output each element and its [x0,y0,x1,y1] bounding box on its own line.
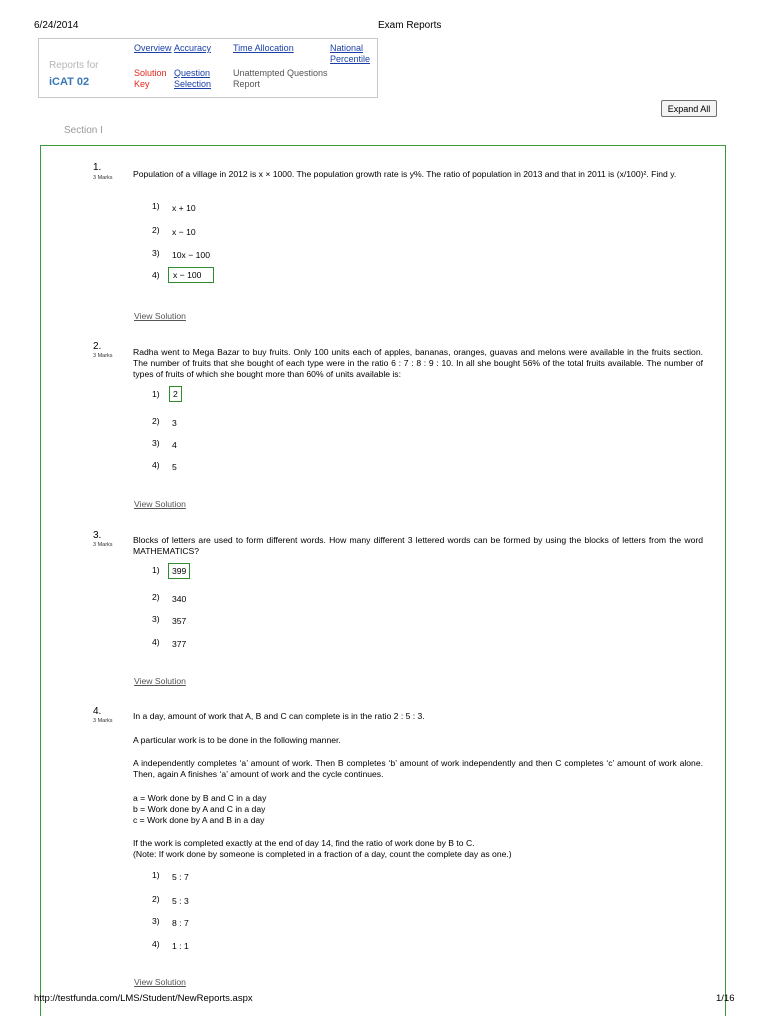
q3-option-3-text: 357 [172,616,187,626]
q1-option-3-num: 3) [152,248,160,258]
q2-view-solution-link[interactable]: View Solution [134,499,186,509]
question-4-def-b: b = Work done by A and C in a day [133,804,266,814]
q1-option-3-text: 10x − 100 [172,250,210,260]
question-4-text-line-4: If the work is completed exactly at the end of day 14, find the ratio of work done by B to C. [133,838,475,848]
report-navigation-box [38,38,378,98]
q3-view-solution-link[interactable]: View Solution [134,676,186,686]
question-3-marks: 3 Marks [93,542,113,548]
q1-view-solution-link[interactable]: View Solution [134,311,186,321]
overview-link[interactable]: Overview [134,43,172,53]
q3-option-1-num: 1) [152,565,160,575]
q1-option-4[interactable] [168,270,214,280]
q4-option-4-text: 1 : 1 [172,941,189,951]
q2-option-4-text: 5 [172,462,177,472]
solution-key-line2: Key [134,79,150,89]
unattempted-line2: Report [233,79,261,89]
question-3-text: Blocks of letters are used to form different words. How many different 3 lettered words can be formed by using the blocks of letters from the word MATHEMATICS? [133,535,703,556]
q1-option-4-num: 4) [152,270,160,280]
q3-option-2[interactable] [172,594,186,604]
time-allocation-link[interactable]: Time Allocation [233,43,294,53]
q1-option-4-selected: x − 100 [168,267,214,283]
q4-option-4-num: 4) [152,939,160,949]
question-selection-link[interactable] [174,68,211,90]
unattempted-questions-report[interactable] [233,68,328,90]
q4-option-1-num: 1) [152,870,160,880]
national-percentile-line2: Percentile [330,54,371,64]
section-label: Section I [64,125,103,136]
q4-option-2[interactable] [172,896,189,906]
q3-option-3[interactable] [172,616,186,626]
question-selection-line2: Selection [174,79,212,89]
question-4-text-line-1: In a day, amount of work that A, B and C can complete is in the ratio 2 : 5 : 3. [133,711,425,721]
q4-option-2-text: 5 : 3 [172,896,189,906]
question-1-marks: 3 Marks [93,175,113,181]
reports-for-label: Reports for [49,60,99,71]
questions-panel [40,145,726,1016]
national-percentile-line1: National [330,43,364,53]
print-page-number: 1/16 [716,993,735,1004]
print-url: http://testfunda.com/LMS/Student/NewReports.aspx [34,993,253,1004]
q1-option-1[interactable] [172,203,196,213]
q2-option-2-num: 2) [152,416,160,426]
q4-option-3-num: 3) [152,916,160,926]
question-2-marks: 3 Marks [93,353,113,359]
q2-option-1-selected: 2 [169,386,182,402]
q2-option-2-text: 3 [172,418,177,428]
q2-option-3[interactable] [172,440,177,450]
q3-option-1-selected: 399 [168,563,190,579]
question-1-number: 1. [93,162,102,173]
q3-option-2-num: 2) [152,592,160,602]
unattempted-line1: Unattempted Questions [233,68,328,78]
q3-option-2-text: 340 [172,594,187,604]
q3-option-3-num: 3) [152,614,160,624]
q2-option-4[interactable] [172,462,177,472]
question-1-text: Population of a village in 2012 is x × 1000. The population growth rate is y%. The ratio of population in 2013 and that in 2011 is (x/100)². Find y. [133,169,677,179]
q3-option-4[interactable] [172,639,186,649]
solution-key-line1: Solution [134,68,167,78]
q2-option-3-text: 4 [172,440,177,450]
question-4-def-a: a = Work done by B and C in a day [133,793,267,803]
question-4-marks: 3 Marks [93,718,113,724]
q4-option-4[interactable] [172,941,189,951]
question-3-number: 3. [93,530,102,541]
q4-option-1[interactable] [172,872,189,882]
q1-option-2-text: x − 10 [172,227,196,237]
question-2-text: Radha went to Mega Bazar to buy fruits. Only 100 units each of apples, bananas, oranges, guavas and melons were available in the fruits section. The number of fruits that she bought of each type were in the ratio 6 : 7 : 8 : 9 : 10. In all she bought 56% of the total fruits available. The number of types of fruits of which she bought more than 60% of units available is: [133,347,703,379]
q4-option-3[interactable] [172,918,189,928]
print-title: Exam Reports [378,20,442,31]
question-4-note: (Note: If work done by someone is completed in a fraction of a day, count the complete day as one.) [133,849,512,859]
q4-option-2-num: 2) [152,894,160,904]
accuracy-link[interactable]: Accuracy [174,43,212,53]
q1-option-1-num: 1) [152,201,160,211]
q4-option-1-text: 5 : 7 [172,872,189,882]
solution-key-current [134,68,167,90]
q3-option-4-num: 4) [152,637,160,647]
q3-option-4-text: 377 [172,639,187,649]
question-4-text-line-2: A particular work is to be done in the following manner. [133,735,341,745]
question-2-number: 2. [93,341,102,352]
question-4-number: 4. [93,706,102,717]
national-percentile-link[interactable] [330,43,370,65]
question-4-text-line-3: A independently completes ‘a’ amount of work. Then B completes ‘b’ amount of work independently and then C completes ‘c’ amount of work alone. Then, again A finishes ‘a’ amount of work and the cycle continues. [133,758,703,779]
q2-option-1[interactable] [169,389,182,399]
q1-option-2[interactable] [172,227,196,237]
q2-option-1-num: 1) [152,389,160,399]
print-date: 6/24/2014 [34,20,79,31]
q2-option-2[interactable] [172,418,177,428]
exam-name: iCAT 02 [49,76,90,88]
q4-view-solution-link[interactable]: View Solution [134,977,186,987]
question-4-def-c: c = Work done by A and B in a day [133,815,265,825]
q1-option-2-num: 2) [152,225,160,235]
q1-option-1-text: x + 10 [172,203,196,213]
q1-option-3[interactable] [172,250,210,260]
question-selection-line1: Question [174,68,211,78]
q2-option-3-num: 3) [152,438,160,448]
expand-all-button[interactable]: Expand All [661,100,717,117]
q2-option-4-num: 4) [152,460,160,470]
q3-option-1[interactable] [168,566,190,576]
q4-option-3-text: 8 : 7 [172,918,189,928]
